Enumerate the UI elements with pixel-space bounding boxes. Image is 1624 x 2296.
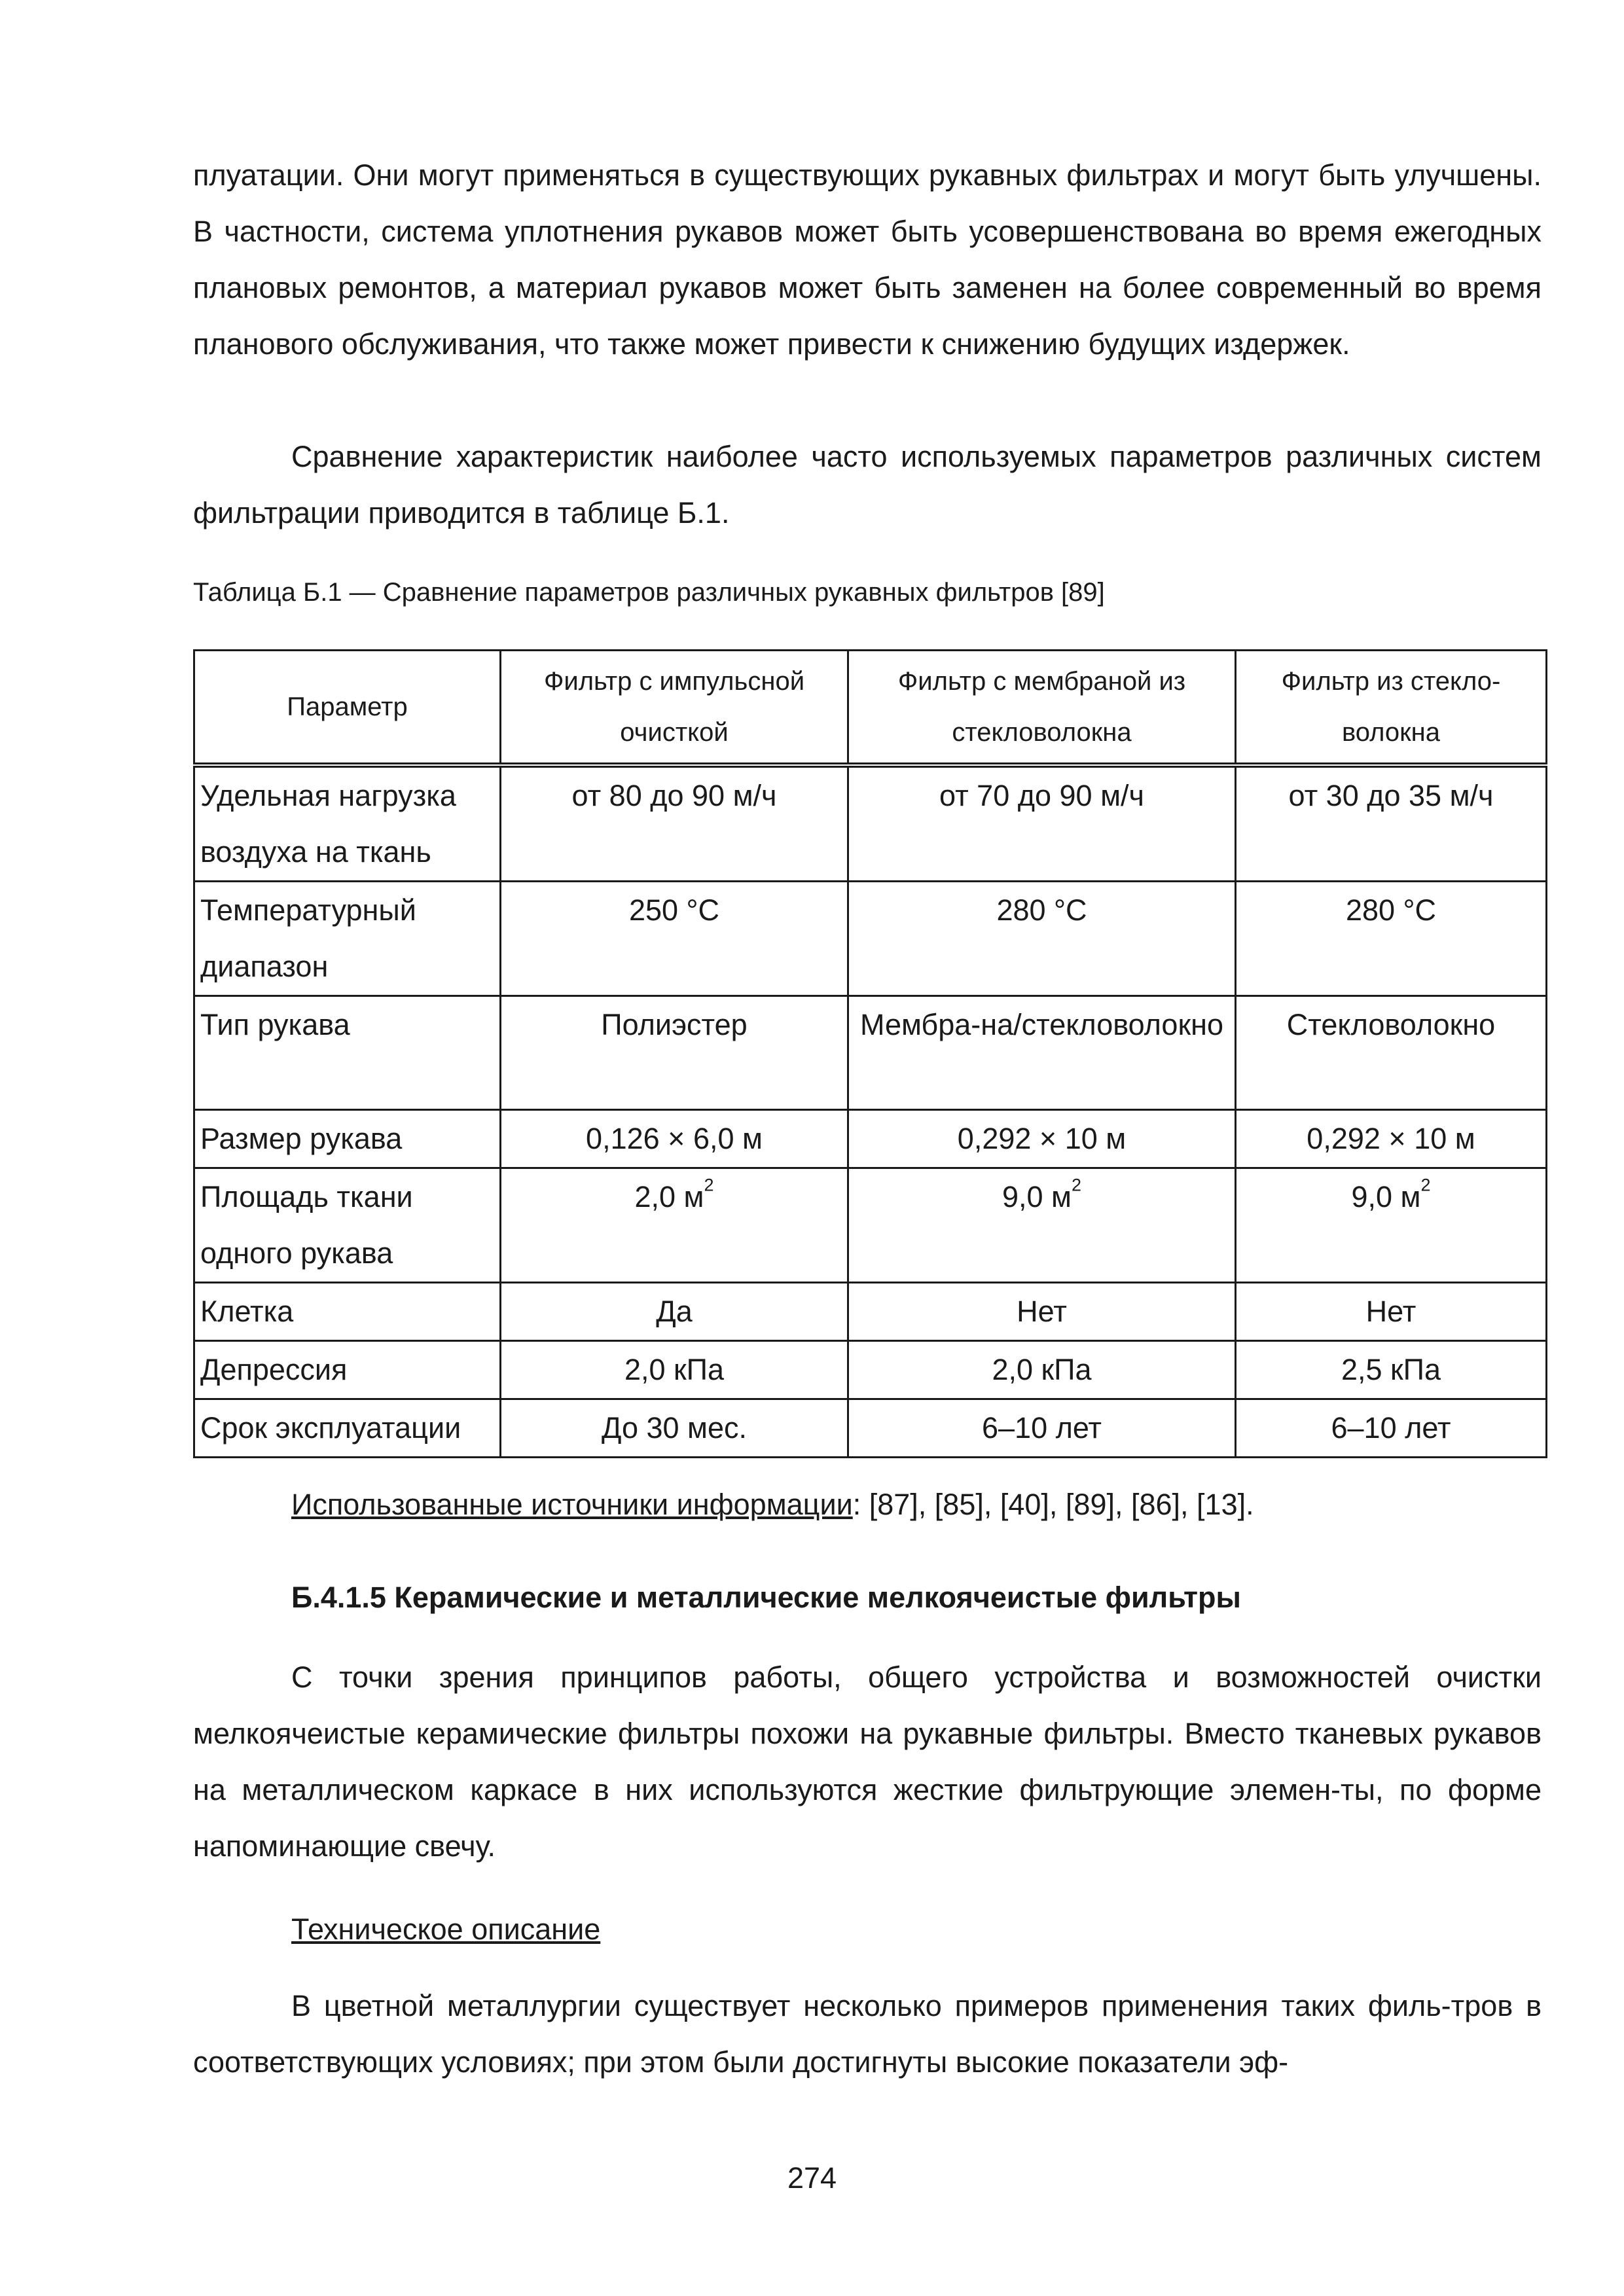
cell-pulse: 2,0 кПа [501,1341,848,1399]
row-name: Площадь ткани одного рукава [194,1168,501,1283]
filter-comparison-table [193,649,1547,1458]
page-number: 274 [787,2161,837,2195]
superscript: 2 [1071,1175,1082,1195]
cell-membrane: 6–10 лет [848,1399,1236,1458]
cell-glass: 0,292 × 10 м [1236,1110,1547,1168]
row-name: Размер рукава [194,1110,501,1168]
cell-value: 2,0 м [634,1180,704,1213]
table-row [194,765,1547,882]
cell-pulse: До 30 мес. [501,1399,848,1458]
superscript: 2 [704,1175,714,1195]
cell-pulse: 0,126 × 6,0 м [501,1110,848,1168]
subheading-technical-description: Техническое описание [291,1912,601,1946]
row-name: Температурный диапазон [194,882,501,996]
header-param: Параметр [194,651,501,766]
table-row [194,1283,1547,1341]
table-row [194,882,1547,996]
cell-glass: Нет [1236,1283,1547,1341]
paragraph-nonferrous: В цветной металлургии существует несколько примеров применения таких филь-тров в соответствующих условиях; при этом были достигнуты высокие показатели эф- [193,1989,1542,2079]
table-row [194,1168,1547,1283]
paragraph-table-intro: Сравнение характеристик наиболее часто используемых параметров различных систем фильтрации приводится в таблице Б.1. [193,440,1542,529]
cell-glass: 6–10 лет [1236,1399,1547,1458]
header-glass-filter: Фильтр из стекло-волокна [1236,651,1547,766]
section-heading: Б.4.1.5 Керамические и металлические мелкоячеистые фильтры [291,1581,1241,1614]
row-name: Удельная нагрузка воздуха на ткань [194,765,501,882]
header-membrane-filter: Фильтр с мембраной из стекловолокна [848,651,1236,766]
row-name: Тип рукава [194,996,501,1110]
table-row [194,1399,1547,1458]
cell-pulse: Да [501,1283,848,1341]
cell-membrane: 2,0 кПа [848,1341,1236,1399]
cell-glass: от 30 до 35 м/ч [1236,765,1547,882]
cell-glass: Стекловолокно [1236,996,1547,1110]
cell-value: 9,0 м [1351,1180,1421,1213]
sources-label: Использованные источники информации [291,1488,853,1521]
cell-value: 9,0 м [1001,1180,1072,1213]
sources-refs: : [87], [85], [40], [89], [86], [13]. [852,1488,1254,1521]
cell-membrane: 0,292 × 10 м [848,1110,1236,1168]
table-row [194,1341,1547,1399]
cell-pulse: Полиэстер [501,996,848,1110]
cell-pulse [501,1168,848,1283]
sources-line [291,1477,1254,1533]
row-name: Клетка [194,1283,501,1341]
cell-glass: 2,5 кПа [1236,1341,1547,1399]
cell-glass: 280 °С [1236,882,1547,996]
header-pulse-filter: Фильтр с импульсной очисткой [501,651,848,766]
cell-membrane: Нет [848,1283,1236,1341]
cell-membrane: 280 °С [848,882,1236,996]
table-caption: Таблица Б.1 — Сравнение параметров различных рукавных фильтров [89] [193,578,1105,607]
cell-membrane [848,1168,1236,1283]
table-row [194,1110,1547,1168]
cell-pulse: 250 °С [501,882,848,996]
superscript: 2 [1420,1175,1431,1195]
table-row [194,996,1547,1110]
row-name: Депрессия [194,1341,501,1399]
cell-membrane: от 70 до 90 м/ч [848,765,1236,882]
cell-glass [1236,1168,1547,1283]
paragraph-continuation: плуатации. Они могут применяться в существующих рукавных фильтрах и могут быть улучшены. В частности, система уплотнения рукавов может быть усовершенствована во время ежегодных плановых ремонтов, а материал рукавов может быть заменен на более современный во время планового обслуживания, что также может привести к снижению будущих издержек. [193,158,1542,361]
row-name: Срок эксплуатации [194,1399,501,1458]
cell-pulse: от 80 до 90 м/ч [501,765,848,882]
paragraph-ceramic-filters: С точки зрения принципов работы, общего устройства и возможностей очистки мелкоячеистые керамические фильтры похожи на рукавные фильтры. Вместо тканевых рукавов на металлическом каркасе в них используются жесткие фильтрующие элемен-ты, по форме напоминающие свечу. [193,1660,1542,1863]
table-header-row [194,651,1547,766]
cell-membrane: Мембра-на/стекловолокно [848,996,1236,1110]
